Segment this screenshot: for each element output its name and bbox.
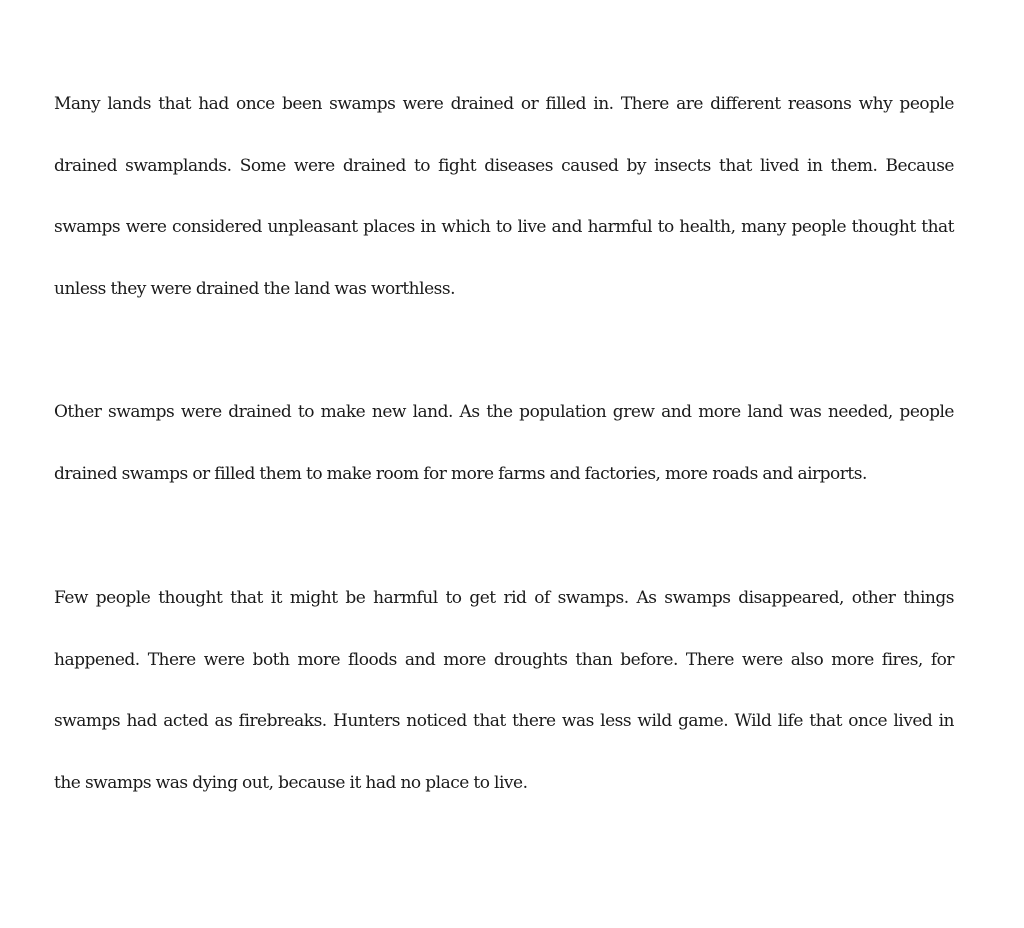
paragraph-new-land: Other swamps were drained to make new land. As the population grew and more land was needed, people drained swamps or filled them to make room for more farms and factories, more roads and airports. xyxy=(54,402,954,484)
paragraph-consequences: Few people thought that it might be harmful to get rid of swamps. As swamps disappeared, other things happened. There were both more floods and more droughts than before. There were also more fires, for swamps had acted as firebreaks. Hunters noticed that there was less wild game. Wild life that once lived in the swamps was dying out, because it had no place to live. xyxy=(54,588,954,794)
paragraph-swamps-drained: Many lands that had once been swamps were drained or filled in. There are different reasons why people drained swamplands. Some were drained to fight diseases caused by insects that lived in them. Because swamps were considered unpleasant places in which to live and harmful to health, many people thought that unless they were drained the land was worthless. xyxy=(54,94,954,300)
